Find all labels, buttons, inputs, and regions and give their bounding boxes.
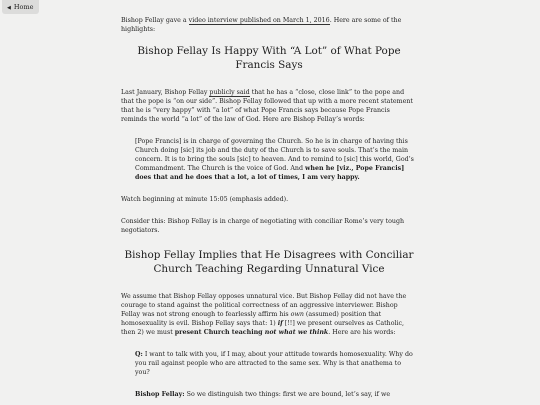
own-emphasis: own — [290, 311, 304, 318]
intro-text: Bishop Fellay gave a — [121, 17, 189, 24]
not-what-we-think-emphasis: not what we think — [264, 329, 329, 336]
intro-text-end: . Here are some of the highlights: — [121, 17, 402, 33]
quote-text: [Pope Francis] is in charge of governing the Church. So he is in charge of having this Church doing [sic] its job and the duty of the Church is to save souls. That’s the main concern. It is to bring the souls [sic] to heaven. And to remind to [sic] this world, God’s Commandment. The Church is the voice of God. And — [135, 138, 414, 172]
interview-question — [135, 350, 417, 377]
p1-text-end: that he has a “close, close link” to the pope and that the pope is “on our side”. Bishop Fellay followed that up with a more recent statement that he is “very happy” with “a lot” of what Pope Francis says because Pope Francis reminds the world “a lot” of the law of God. Here are Bishop Fellay’s words: — [121, 89, 413, 123]
section-heading-pope-francis: Bishop Fellay Is Happy With “A Lot” of What Pope Francis Says — [137, 45, 401, 71]
interview-answer — [135, 390, 417, 399]
section-heading-unnatural-vice: Bishop Fellay Implies that He Disagrees with Conciliar Church Teaching Regarding Unnatural Vice — [124, 249, 414, 275]
church-teaching-bold: present Church teaching — [174, 329, 265, 336]
paragraph-unnatural-vice — [121, 292, 417, 337]
pc-text: [!!] we present ourselves as Catholic, then 2) we must — [121, 320, 405, 336]
quote-bold-text: when he [viz., Pope Francis] does that and he does that a lot, a lot of times, I am very happy. — [135, 165, 405, 181]
answer-text: So we distinguish two things: first we are bound, let’s say, if we — [184, 391, 391, 398]
pd-text: . Here are his words: — [328, 329, 396, 336]
back-arrow-icon: ◀ — [7, 5, 11, 11]
publicly-said-link[interactable]: publicly said — [209, 89, 250, 96]
paragraph-last-january — [121, 88, 417, 124]
question-label: Q: — [135, 351, 143, 358]
if-emphasis: if — [277, 320, 283, 327]
consider-paragraph: Consider this: Bishop Fellay is in charge of negotiating with conciliar Rome’s very tough negotiators. — [121, 218, 405, 234]
intro-paragraph — [121, 16, 417, 34]
home-label: Home — [13, 3, 34, 11]
watch-note: Watch beginning at minute 15:05 (emphasis added). — [121, 196, 289, 203]
p1-text: Last January, Bishop Fellay — [121, 89, 210, 96]
pb-text: (assumed) position that homosexuality is evil. Bishop Fellay says that: 1) — [121, 311, 382, 327]
pa-text: We assume that Bishop Fellay opposes unnatural vice. But Bishop Fellay did not have the courage to stand against the political correctness of an aggressive interviewer. Bishop Fellay was not strong enough to fearlessly affirm his — [121, 293, 407, 318]
answer-label: Bishop Fellay: — [135, 391, 185, 398]
article-content — [121, 16, 417, 399]
fellay-quote — [135, 137, 417, 182]
video-interview-link[interactable]: video interview published on March 1, 2016 — [188, 17, 330, 24]
home-button[interactable] — [2, 0, 39, 14]
question-text: I want to talk with you, if I may, about your attitude towards homosexuality. Why do you rail against people who are attracted to the same sex. Why is that anathema to you? — [135, 351, 413, 376]
